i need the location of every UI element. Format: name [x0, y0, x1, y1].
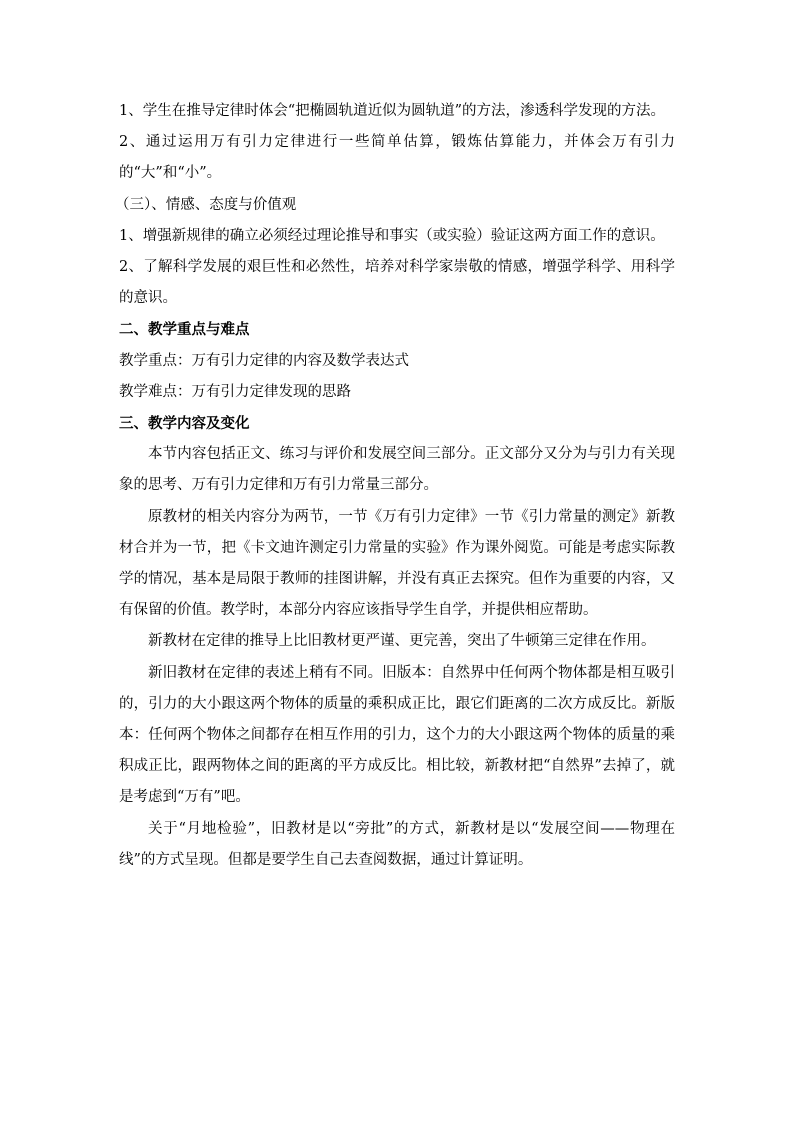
- body-paragraph-1: 本节内容包括正文、练习与评价和发展空间三部分。正文部分又分为与引力有关现象的思考、万有引力定律和万有引力常量三部分。: [119, 446, 675, 494]
- body-paragraph-4: 新旧教材在定律的表述上稍有不同。旧版本：自然界中任何两个物体都是相互吸引的，引力的大小跟这两个物体的质量的乘积成正比，跟它们距离的二次方成反比。新版本：任何两个物体之间都存在相互作用的引力，这个力的大小跟这两个物体的质量的乘积成正比，跟两物体之间的距离的平方成反比。相比较，新教材把“自然界”去掉了，就是考虑到“万有”吧。: [119, 664, 675, 806]
- section-subheading-attitude: （三）、情感、态度与价值观: [115, 196, 297, 213]
- attitude-item-2: 2、了解科学发展的艰巨性和必然性，培养对科学家崇敬的情感，增强学科学、用科学的意识。: [119, 259, 675, 307]
- objective-item-1: 1、学生在推导定律时体会“把椭圆轨道近似为圆轨道”的方法，渗透科学发现的方法。: [119, 103, 666, 119]
- attitude-item-1: 1、增强新规律的确立必须经过理论推导和事实（或实验）验证这两方面工作的意识。: [119, 227, 665, 244]
- body-paragraph-2: 原教材的相关内容分为两节，一节《万有引力定律》一节《引力常量的测定》新教材合并为一节，把《卡文迪许测定引力常量的实验》作为课外阅览。可能是考虑实际教学的情况，基本是局限于教师的挂图讲解，并没有真正去探究。但作为重要的内容，又有保留的价值。教学时，本部分内容应该指导学生自学，并提供相应帮助。: [119, 508, 675, 619]
- body-paragraph-3: 新教材在定律的推导上比旧教材更严谨、更完善，突出了牛顿第三定律在作用。: [148, 633, 656, 650]
- document-body: [115, 96, 675, 876]
- body-paragraph-5: 关于“月地检验”，旧教材是以“旁批”的方式，新教材是以“发展空间——物理在线”的方式呈现。但都是要学生自己去查阅数据，通过计算证明。: [119, 820, 675, 868]
- difficulty-line: 教学难点：万有引力定律发现的思路: [119, 383, 351, 400]
- section-heading-content-changes: 三、教学内容及变化: [119, 415, 250, 433]
- key-point-line: 教学重点：万有引力定律的内容及数学表达式: [119, 352, 409, 369]
- objective-item-2: 2、通过运用万有引力定律进行一些简单估算，锻炼估算能力，并体会万有引力的“大”和“小”。: [119, 134, 675, 182]
- section-heading-key-points: 二、教学重点与难点: [119, 321, 250, 339]
